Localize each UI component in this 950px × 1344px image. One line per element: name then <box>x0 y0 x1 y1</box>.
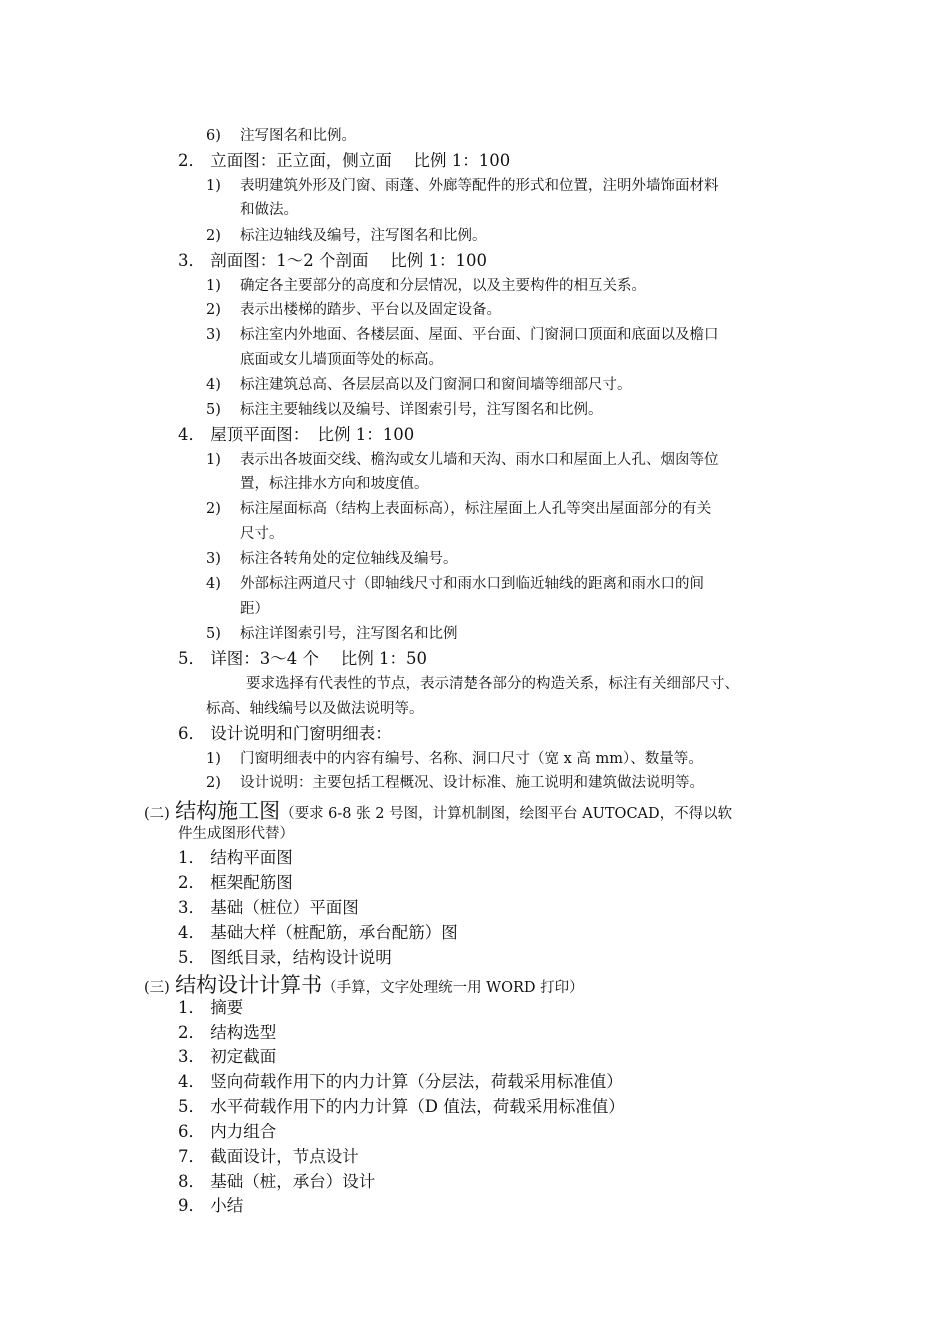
list-item: 5． 水平荷载作用下的内力计算（D 值法，荷载采用标准值） <box>178 1097 625 1116</box>
item-number: 4) <box>206 377 221 393</box>
item-text-continued: 置，标注排水方向和坡度值。 <box>240 476 429 492</box>
list-item: 1． 结构平面图 <box>178 848 293 867</box>
part-marker: (三) <box>144 980 170 996</box>
item-text: 表示出各坡面交线、檐沟或女儿墙和天沟、雨水口和屋面上人孔、烟囱等位 <box>240 452 719 468</box>
item-number: 3) <box>206 327 221 343</box>
section-heading-elevation: 2． 立面图：正立面，侧立面 比例 1：100 <box>178 151 511 170</box>
item-text: 标注各转角处的定位轴线及编号。 <box>240 551 458 567</box>
section-heading-roof-plan: 4． 屋顶平面图： 比例 1：100 <box>178 425 415 444</box>
item-text: 标注主要轴线以及编号、详图索引号，注写图名和比例。 <box>240 402 603 418</box>
section-heading-design-notes: 6． 设计说明和门窗明细表： <box>178 724 392 743</box>
part-note: （手算，文字处理统一用 WORD 打印） <box>322 980 584 996</box>
item-number: 1) <box>206 751 221 767</box>
item-text: 表示出楼梯的踏步、平台以及固定设备。 <box>240 302 501 318</box>
item-text: 标注室内外地面、各楼层面、屋面、平台面、门窗洞口顶面和底面以及檐口 <box>240 327 719 343</box>
item-number: 1) <box>206 278 221 294</box>
item-text-continued: 底面或女儿墙顶面等处的标高。 <box>240 352 443 368</box>
item-number: 1) <box>206 452 221 468</box>
list-item: 3． 初定截面 <box>178 1047 277 1066</box>
item-text: 标注建筑总高、各层层高以及门窗洞口和窗间墙等细部尺寸。 <box>240 377 632 393</box>
item-number: 5) <box>206 402 221 418</box>
part-note-continued: 件生成图形代替） <box>178 826 294 842</box>
list-item: 4． 竖向荷载作用下的内力计算（分层法，荷载采用标准值） <box>178 1072 623 1091</box>
item-text: 注写图名和比例。 <box>240 128 356 144</box>
item-text: 标注边轴线及编号，注写图名和比例。 <box>240 228 487 244</box>
item-number: 2) <box>206 228 221 244</box>
item-text: 标注详图索引号，注写图名和比例 <box>240 626 458 642</box>
list-item: 4． 基础大样（桩配筋，承台配筋）图 <box>178 923 458 942</box>
list-item: 1． 摘要 <box>178 998 244 1017</box>
item-number: 2) <box>206 501 221 517</box>
item-text: 表明建筑外形及门窗、雨蓬、外廊等配件的形式和位置，注明外墙饰面材料 <box>240 178 719 194</box>
item-number: 2) <box>206 302 221 318</box>
item-text-continued: 尺寸。 <box>240 526 284 542</box>
item-text: 外部标注两道尺寸（即轴线尺寸和雨水口到临近轴线的距离和雨水口的间 <box>240 576 704 592</box>
list-item: 2． 结构选型 <box>178 1023 277 1042</box>
list-item: 3． 基础（桩位）平面图 <box>178 898 359 917</box>
paragraph-line: 要求选择有代表性的节点，表示清楚各部分的构造关系，标注有关细部尺寸、 <box>246 676 739 692</box>
section-heading-detail: 5． 详图：3～4 个 比例 1：50 <box>178 649 427 668</box>
part-note: （要求 6-8 张 2 号图，计算机制图，绘图平台 AUTOCAD，不得以软 <box>280 806 733 822</box>
item-number: 2) <box>206 775 221 791</box>
list-item: 2． 框架配筋图 <box>178 873 293 892</box>
section-heading-section-drawing: 3． 剖面图：1～2 个剖面 比例 1：100 <box>178 251 487 270</box>
item-text: 确定各主要部分的高度和分层情况，以及主要构件的相互关系。 <box>240 278 646 294</box>
item-number: 6) <box>206 128 221 144</box>
item-number: 5) <box>206 626 221 642</box>
list-item: 5． 图纸目录，结构设计说明 <box>178 948 392 967</box>
paragraph-line: 标高、轴线编号以及做法说明等。 <box>206 701 424 717</box>
item-text: 设计说明：主要包括工程概况、设计标准、施工说明和建筑做法说明等。 <box>240 775 704 791</box>
list-item: 8． 基础（桩，承台）设计 <box>178 1172 376 1191</box>
part-marker: (二) <box>144 806 170 822</box>
part-title: 结构施工图 <box>175 799 281 823</box>
item-number: 1) <box>206 178 221 194</box>
item-number: 4) <box>206 576 221 592</box>
list-item: 9． 小结 <box>178 1196 244 1215</box>
list-item: 6． 内力组合 <box>178 1122 277 1141</box>
item-text: 标注屋面标高（结构上表面标高），标注屋面上人孔等突出屋面部分的有关 <box>240 501 712 517</box>
item-text-continued: 距） <box>240 601 269 617</box>
item-number: 3) <box>206 551 221 567</box>
item-text: 门窗明细表中的内容有编号、名称、洞口尺寸（宽 x 高 mm）、数量等。 <box>240 751 703 767</box>
part-title: 结构设计计算书 <box>175 973 323 997</box>
item-text-continued: 和做法。 <box>240 202 298 218</box>
list-item: 7． 截面设计，节点设计 <box>178 1147 359 1166</box>
